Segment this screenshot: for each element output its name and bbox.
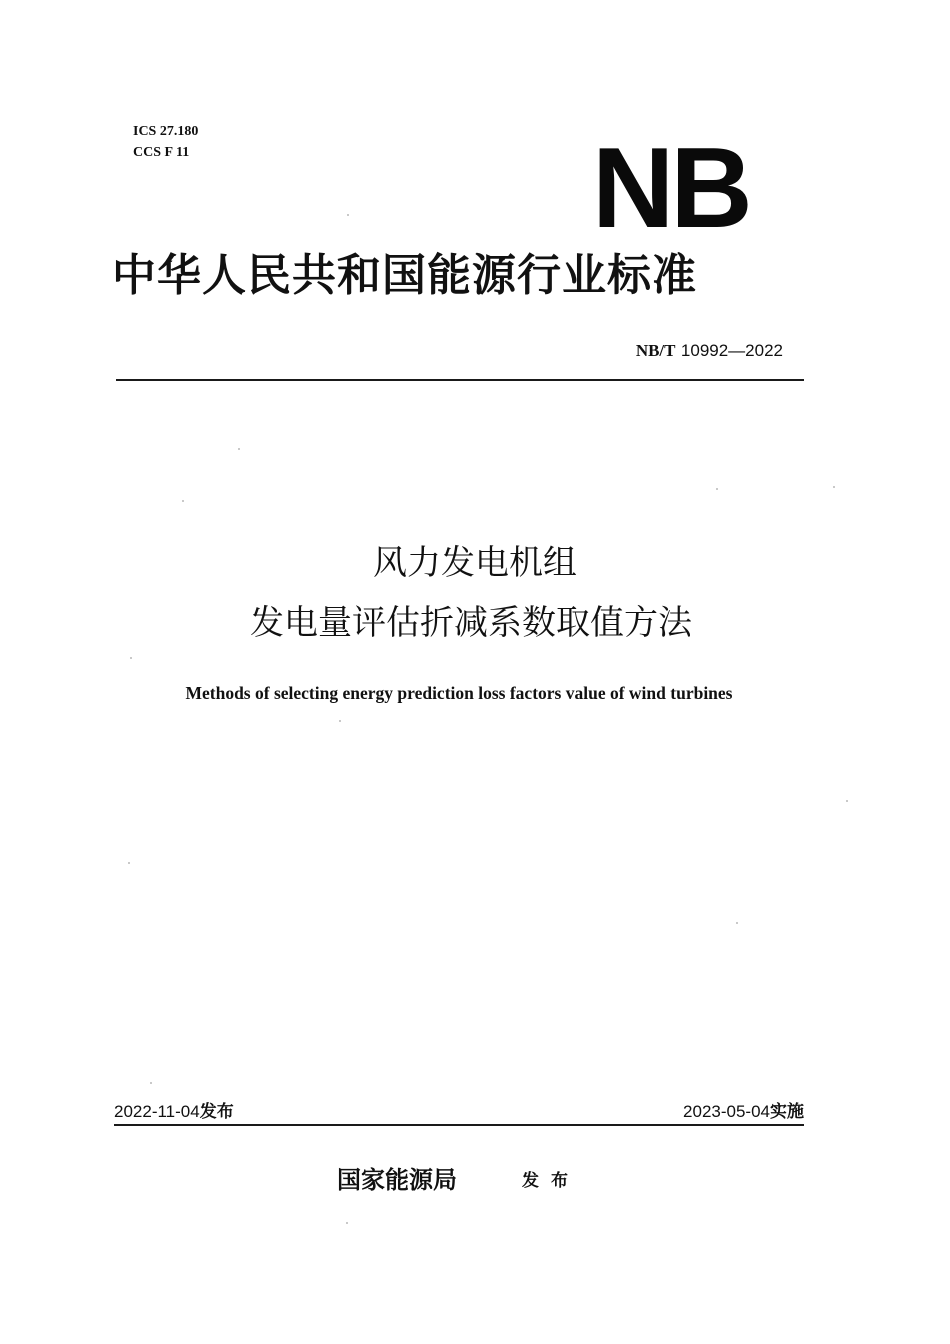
issue-date-value: 2022-11-04 <box>114 1102 200 1121</box>
scan-speck <box>128 862 130 864</box>
title-en: Methods of selecting energy prediction loss factors value of wind turbines <box>185 683 733 703</box>
nb-logo: NB <box>592 125 749 252</box>
scan-speck <box>716 488 718 490</box>
scan-speck <box>736 922 738 924</box>
bottom-divider <box>114 1124 804 1126</box>
standard-number-value: 10992—2022 <box>680 341 783 360</box>
scan-speck <box>846 800 848 802</box>
top-divider <box>116 379 804 381</box>
scan-speck <box>130 657 132 659</box>
scan-speck <box>339 720 341 722</box>
effective-date-value: 2023-05-04 <box>683 1102 770 1121</box>
effective-date <box>683 1101 804 1123</box>
standard-number-prefix: NB/T <box>635 341 676 360</box>
issue-date-suffix: 发布 <box>199 1102 234 1122</box>
effective-date-suffix: 实施 <box>770 1102 804 1122</box>
publish-label: 发布 <box>522 1171 580 1191</box>
publisher-name: 国家能源局 <box>337 1166 457 1194</box>
ccs-code: CCS F 11 <box>133 145 190 160</box>
scan-speck <box>182 500 184 502</box>
scan-speck <box>238 448 240 450</box>
scan-speck <box>347 214 349 216</box>
title-cn-line2: 发电量评估折减系数取值方法 <box>250 603 692 643</box>
scan-speck <box>833 486 835 488</box>
scan-speck <box>346 1222 348 1224</box>
classification-codes <box>133 121 198 163</box>
title-cn-line1: 风力发电机组 <box>373 543 577 583</box>
issue-date <box>114 1101 234 1123</box>
ics-code: ICS 27.180 <box>133 124 199 139</box>
scan-speck <box>150 1082 152 1084</box>
standard-category-title: 中华人民共和国能源行业标准 <box>112 250 697 301</box>
standard-number <box>636 340 783 362</box>
